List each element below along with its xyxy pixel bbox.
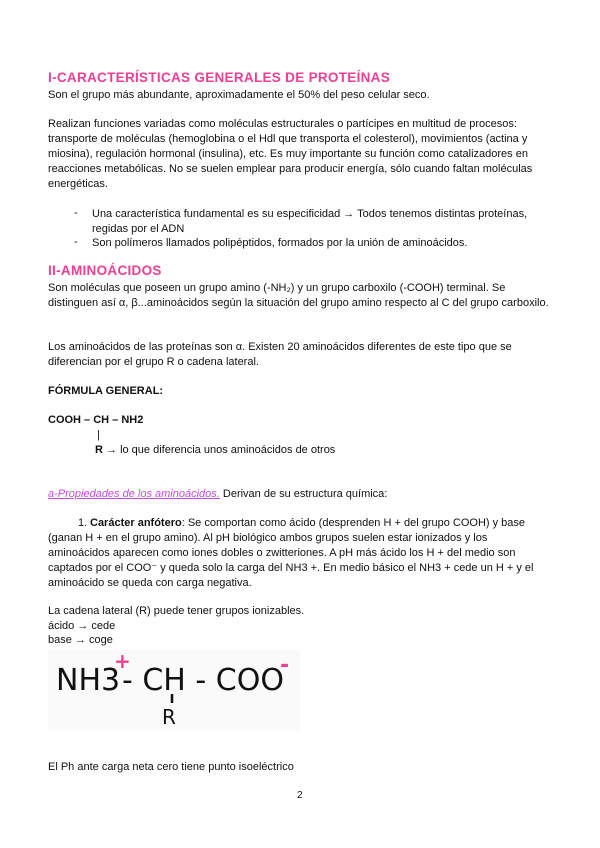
formula-heading: FÓRMULA GENERAL:	[48, 385, 164, 397]
section-2-paragraph-2: Los aminoácidos de las proteínas son α. Existen 20 aminoácidos diferentes de este tipo que se diferencian por el grupo R o cadena lateral.	[48, 341, 512, 368]
formula-bond: |	[97, 429, 100, 441]
hw-ch-coo: - CH - COO	[122, 663, 284, 698]
properties-line	[48, 487, 558, 502]
hw-minus: -	[280, 653, 290, 678]
formula-line: COOH – CH – NH2	[48, 414, 144, 426]
section-1-paragraph: Realizan funciones variadas como moléculas estructurales o partícipes en multitud de procesos: transporte de moléculas (hemoglobina o el Hdl que transporta el colesterol), movimientos (actina y miosina), regulación hormonal (insulina), etc. Es muy importante su función como catalizadores en reacciones metabólicas. No se suelen emplear para producir energía, sólo cuando faltan moléculas energéticas.	[48, 118, 533, 190]
section-2-title: II-AMINOÁCIDOS	[48, 263, 162, 278]
section-1-title: I-CARACTERÍSTICAS GENERALES DE PROTEÍNAS	[48, 70, 391, 85]
page-number: 2	[297, 790, 303, 801]
properties-rest: Derivan de su estructura química:	[219, 488, 388, 500]
bullet-dash: -	[74, 236, 78, 248]
formula-r: R	[95, 444, 103, 456]
zwitterion-drawing	[48, 650, 300, 730]
amphoteric-term: Carácter anfótero	[90, 517, 182, 529]
hw-nh3: NH3	[56, 663, 121, 698]
side-chain-text: La cadena lateral (R) puede tener grupos ionizables.	[48, 605, 305, 617]
bullet-dash: -	[74, 207, 78, 219]
section-1-intro: Son el grupo más abundante, aproximadamente el 50% del peso celular seco.	[48, 89, 430, 101]
formula-r-line	[95, 443, 495, 458]
base-line: base → coge	[48, 634, 113, 646]
section-2-paragraph-1: Son moléculas que poseen un grupo amino (-NH₂) y un grupo carboxilo (-COOH) terminal. Se distinguen así α, β...aminoácidos según la situación del grupo amino respecto al C del grupo carboxilo.	[48, 282, 549, 309]
bullet-item-polymers: Son polímeros llamados polipéptidos, formados por la unión de aminoácidos.	[92, 237, 468, 249]
list-item-amphoteric	[48, 516, 540, 591]
isoelectric-text: El Ph ante carga neta cero tiene punto isoeléctrico	[48, 761, 294, 773]
list-number: 1.	[78, 517, 88, 529]
formula-r-note: → lo que diferencia unos aminoácidos de otros	[102, 444, 336, 456]
handwritten-zwitterion-image	[48, 650, 300, 730]
bullet-item-specificity: Una característica fundamental es su especificidad → Todos tenemos distintas proteínas, regidas por el ADN	[92, 208, 528, 235]
hw-plus: +	[114, 650, 131, 673]
amphoteric-text: : Se comportan como ácido (desprenden H + del grupo COOH) y base (ganan H + en el grupo amino). Al pH biológico ambos grupos suelen estar ionizados y los aminoácidos aparecen como iones dobles o zwitteriones. A pH más ácido los H + del medio son captados por el COO⁻ y queda solo la carga del NH3 +. En medio básico el NH3 + cede un H + y el aminoácido se queda con carga negativa.	[48, 517, 534, 589]
acid-line: ácido → cede	[48, 620, 116, 632]
hw-r: R	[162, 705, 176, 729]
properties-link[interactable]: a-Propiedades de los aminoácidos.	[48, 488, 220, 500]
